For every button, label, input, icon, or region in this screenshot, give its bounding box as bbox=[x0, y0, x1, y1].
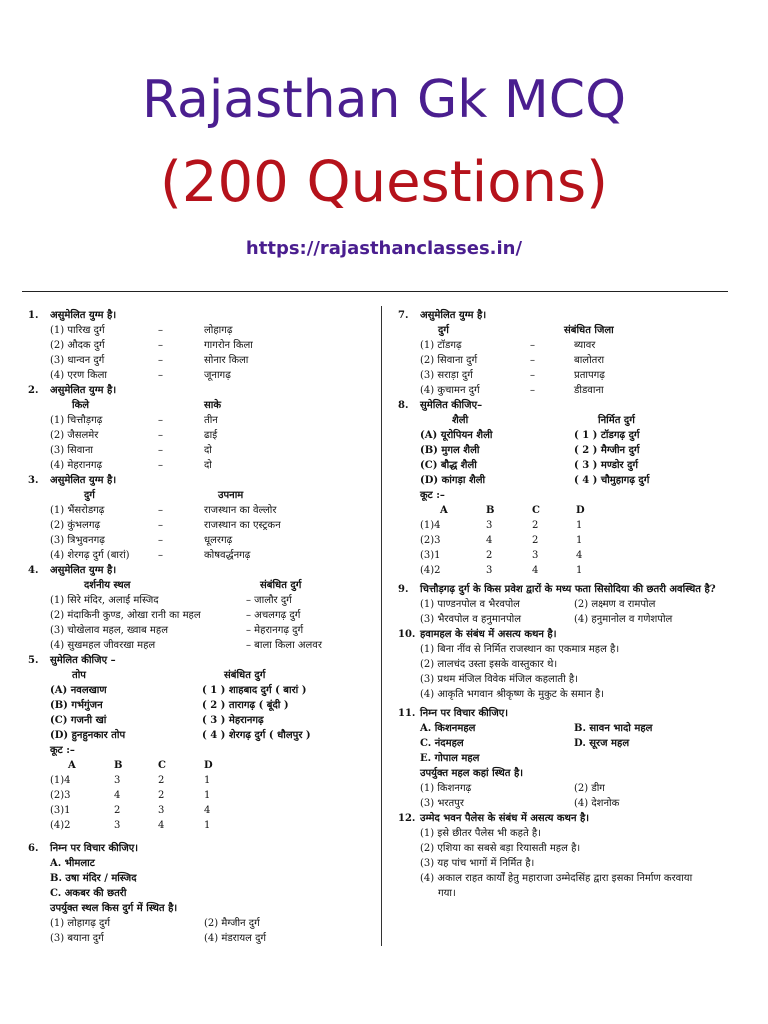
question-2 bbox=[28, 383, 374, 473]
stem: उपर्युक्त स्थल किस दुर्ग में स्थित है। bbox=[50, 903, 178, 914]
option[interactable]: (2) एशिया का सबसे बड़ा रियासती महल है। bbox=[420, 843, 581, 854]
pair-row bbox=[28, 338, 374, 353]
option[interactable]: (1) लोहागढ़ दुर्ग bbox=[50, 918, 110, 929]
head-right: संबंधित दुर्ग bbox=[260, 580, 302, 591]
pair-dash: – bbox=[158, 430, 163, 441]
pair-row bbox=[28, 623, 374, 638]
code-cell: (1)4 bbox=[50, 775, 71, 786]
pair-row bbox=[398, 368, 740, 383]
question-number: 5. bbox=[28, 655, 39, 666]
pair-row bbox=[28, 608, 374, 623]
pair-dash: – bbox=[158, 535, 163, 546]
item-row bbox=[28, 886, 374, 901]
code-row bbox=[398, 518, 740, 533]
question-number: 1. bbox=[28, 310, 39, 321]
option-row bbox=[28, 931, 374, 946]
code-cell: 4 bbox=[532, 565, 539, 576]
code-cell: 3 bbox=[114, 820, 121, 831]
pair-row bbox=[28, 593, 374, 608]
pair-right: – मेहरानगढ़ दुर्ग bbox=[246, 625, 304, 636]
divider bbox=[22, 291, 728, 292]
kut-label: कूट :– bbox=[420, 490, 445, 501]
pair-row bbox=[28, 503, 374, 518]
code-cell: 4 bbox=[486, 535, 493, 546]
pair-left: (2) औदक दुर्ग bbox=[50, 340, 105, 351]
pair-row bbox=[28, 368, 374, 383]
question-4 bbox=[28, 563, 374, 653]
pair-dash: – bbox=[530, 385, 535, 396]
head-right: साके bbox=[204, 400, 222, 411]
pair-row bbox=[28, 413, 374, 428]
pair-left: (1) चित्तौड़गढ़ bbox=[50, 415, 103, 426]
code-cell: 4 bbox=[158, 820, 165, 831]
pair-left: (4) शेरगढ़ दुर्ग (बारां) bbox=[50, 550, 130, 561]
item-row bbox=[28, 856, 374, 871]
code-cell: 2 bbox=[532, 520, 539, 531]
match-right: ( 1 ) टॉडगढ़ दुर्ग bbox=[574, 430, 640, 441]
question-3 bbox=[28, 473, 374, 563]
pair-left: (2) मंदाकिनी कुण्ड, ओखा रानी का महल bbox=[50, 610, 201, 621]
column-heads bbox=[28, 668, 374, 683]
item: C. नंदमहल bbox=[420, 738, 464, 749]
question-5 bbox=[28, 653, 374, 833]
pair-right: तीन bbox=[204, 415, 218, 426]
match-left: (D) कांगड़ा शैली bbox=[420, 475, 486, 486]
code-col: C bbox=[532, 505, 540, 516]
option-row bbox=[398, 856, 740, 871]
option[interactable]: (4) हनुमानोल व गणेशपोल bbox=[574, 614, 673, 625]
code-cell: 2 bbox=[158, 775, 165, 786]
pair-row bbox=[28, 518, 374, 533]
code-row bbox=[398, 563, 740, 578]
code-cell: 2 bbox=[486, 550, 493, 561]
left-column bbox=[28, 308, 374, 946]
match-left: (D) हुनहुनकार तोप bbox=[50, 730, 126, 741]
match-row bbox=[398, 473, 740, 488]
question-number: 8. bbox=[398, 400, 409, 411]
code-cell: 1 bbox=[204, 775, 211, 786]
code-head bbox=[28, 758, 374, 773]
code-cell: (4)2 bbox=[50, 820, 71, 831]
match-right: ( 2 ) मैग्जीन दुर्ग bbox=[574, 445, 640, 456]
pair-right: राजस्थान का एस्ट्रकन bbox=[204, 520, 281, 531]
page-subtitle: (200 Questions) bbox=[159, 150, 609, 215]
option-row bbox=[398, 597, 740, 612]
option[interactable]: (3) भैरवपोल व हनुमानपोल bbox=[420, 614, 522, 625]
option[interactable]: (2) लक्ष्मण व रामपोल bbox=[574, 599, 656, 610]
code-cell: (3)1 bbox=[420, 550, 441, 561]
head-right: संबंधित दुर्ग bbox=[224, 670, 266, 681]
item: B. उषा मंदिर / मस्जिद bbox=[50, 873, 137, 884]
head-right: संबंधित जिला bbox=[564, 325, 614, 336]
code-cell: 1 bbox=[576, 535, 583, 546]
code-cell: 3 bbox=[114, 775, 121, 786]
pair-dash: – bbox=[158, 445, 163, 456]
pair-row bbox=[398, 353, 740, 368]
match-right: ( 4 ) शेरगढ़ दुर्ग ( धौलपुर ) bbox=[202, 730, 311, 741]
question-text: असुमेलित युग्म है। bbox=[420, 310, 487, 321]
option-row bbox=[398, 612, 740, 627]
question-1 bbox=[28, 308, 374, 383]
pair-row bbox=[28, 548, 374, 563]
question-number: 3. bbox=[28, 475, 39, 486]
option-row bbox=[398, 672, 740, 687]
column-heads bbox=[28, 488, 374, 503]
right-column bbox=[398, 308, 740, 901]
pair-right: गागरोन किला bbox=[204, 340, 253, 351]
item: A. भीमलाट bbox=[50, 858, 95, 869]
head-right: उपनाम bbox=[218, 490, 244, 501]
question-10 bbox=[398, 627, 740, 702]
match-right: ( 3 ) मण्डोर दुर्ग bbox=[574, 460, 639, 471]
head-right: निर्मित दुर्ग bbox=[598, 415, 635, 426]
pair-right: राजस्थान का वेल्लोर bbox=[204, 505, 277, 516]
pair-left: (4) सुखमहल जीवरखा महल bbox=[50, 640, 156, 651]
pair-right: ढाई bbox=[204, 430, 218, 441]
code-cell: 1 bbox=[204, 820, 211, 831]
match-left: (A) नवलखाण bbox=[50, 685, 107, 696]
question-text: असुमेलित युग्म है। bbox=[50, 565, 117, 576]
pair-left: (2) सिवाना दुर्ग bbox=[420, 355, 478, 366]
question-text: सुमेलित कीजिए – bbox=[50, 655, 116, 666]
code-cell: (3)1 bbox=[50, 805, 71, 816]
pair-left: (4) कुचामन दुर्ग bbox=[420, 385, 480, 396]
code-cell: 1 bbox=[576, 520, 583, 531]
option[interactable]: (1) पाण्डनपोल व भैरवपोल bbox=[420, 599, 520, 610]
pair-left: (3) सराड़ा दुर्ग bbox=[420, 370, 473, 381]
code-row bbox=[28, 788, 374, 803]
pair-dash: – bbox=[158, 550, 163, 561]
option[interactable]: (1) बिना नींव से निर्मित राजस्थान का एकमात्र महल है। bbox=[420, 644, 620, 655]
head-left: दुर्ग bbox=[438, 325, 449, 336]
pair-right: लोहागढ़ bbox=[204, 325, 233, 336]
question-text: निम्न पर विचार कीजिए। bbox=[50, 843, 139, 854]
option[interactable]: (2) मैग्जीन दुर्ग bbox=[204, 918, 260, 929]
option-continuation: गया। bbox=[438, 888, 456, 899]
question-6 bbox=[28, 841, 374, 946]
question-text: उम्मेद भवन पैलेस के संबंध में असत्य कथन है। bbox=[420, 813, 590, 824]
pair-right: – बाला किला अलवर bbox=[246, 640, 322, 651]
match-right: ( 4 ) चौमुहागढ़ दुर्ग bbox=[574, 475, 650, 486]
pair-left: (3) सिवाना bbox=[50, 445, 93, 456]
question-number: 12. bbox=[398, 813, 416, 824]
option[interactable]: (3) भरतपुर bbox=[420, 798, 464, 809]
item: A. किशनमहल bbox=[420, 723, 476, 734]
code-head bbox=[398, 503, 740, 518]
code-cell: 2 bbox=[114, 805, 121, 816]
option-row bbox=[398, 781, 740, 796]
question-text: असुमेलित युग्म है। bbox=[50, 385, 117, 396]
match-left: (C) बौद्ध शैली bbox=[420, 460, 477, 471]
item-row bbox=[398, 751, 740, 766]
question-text: हवामहल के संबंध में असत्य कथन है। bbox=[420, 629, 557, 640]
option-row bbox=[398, 886, 740, 901]
option-row bbox=[28, 916, 374, 931]
code-cell: 3 bbox=[486, 565, 493, 576]
option-row bbox=[398, 657, 740, 672]
code-cell: (1)4 bbox=[420, 520, 441, 531]
column-heads bbox=[28, 398, 374, 413]
option[interactable]: (3) यह पांच भागों में निर्मित है। bbox=[420, 858, 535, 869]
pair-right: – जालौर दुर्ग bbox=[246, 595, 292, 606]
question-number: 10. bbox=[398, 629, 416, 640]
page-title: Rajasthan Gk MCQ bbox=[142, 70, 626, 130]
code-cell: 3 bbox=[158, 805, 165, 816]
pair-dash: – bbox=[530, 340, 535, 351]
pair-dash: – bbox=[530, 370, 535, 381]
question-text: असुमेलित युग्म है। bbox=[50, 475, 117, 486]
code-row bbox=[398, 548, 740, 563]
kut-label: कूट :– bbox=[50, 745, 75, 756]
option-row bbox=[398, 796, 740, 811]
pair-row bbox=[28, 533, 374, 548]
pair-left: (3) त्रिभुवनगढ़ bbox=[50, 535, 105, 546]
option[interactable]: (3) बयाना दुर्ग bbox=[50, 933, 104, 944]
item: D. सूरज महल bbox=[574, 738, 630, 749]
option-row bbox=[398, 871, 740, 886]
option[interactable]: (4) आकृति भगवान श्रीकृष्ण के मुकुट के समान है। bbox=[420, 689, 604, 700]
question-number: 4. bbox=[28, 565, 39, 576]
match-right: ( 3 ) मेहरानगढ़ bbox=[202, 715, 264, 726]
code-col: C bbox=[158, 760, 166, 771]
pair-right: प्रतापगढ़ bbox=[574, 370, 605, 381]
pair-left: (4) मेहरानगढ़ bbox=[50, 460, 103, 471]
pair-right: बालोतरा bbox=[574, 355, 605, 366]
head-left: किले bbox=[72, 400, 90, 411]
pair-dash: – bbox=[158, 340, 163, 351]
pair-right: दो bbox=[204, 460, 212, 471]
match-row bbox=[28, 728, 374, 743]
code-col: A bbox=[68, 760, 76, 771]
pair-dash: – bbox=[158, 370, 163, 381]
code-col: B bbox=[114, 760, 123, 771]
stem-row bbox=[398, 766, 740, 781]
code-row bbox=[398, 533, 740, 548]
option-row bbox=[398, 841, 740, 856]
code-col: A bbox=[440, 505, 448, 516]
question-8 bbox=[398, 398, 740, 578]
question-number: 11. bbox=[398, 708, 416, 719]
pair-row bbox=[398, 383, 740, 398]
question-12 bbox=[398, 811, 740, 901]
pair-dash: – bbox=[158, 460, 163, 471]
column-heads bbox=[398, 323, 740, 338]
match-row bbox=[28, 698, 374, 713]
pair-row bbox=[28, 323, 374, 338]
question-text: असुमेलित युग्म है। bbox=[50, 310, 117, 321]
head-left: दर्शनीय स्थल bbox=[84, 580, 131, 591]
pair-dash: – bbox=[530, 355, 535, 366]
pair-dash: – bbox=[158, 355, 163, 366]
code-col: D bbox=[204, 760, 213, 771]
code-cell: 3 bbox=[486, 520, 493, 531]
pair-left: (3) धान्वन दुर्ग bbox=[50, 355, 105, 366]
question-number: 9. bbox=[398, 584, 409, 595]
pair-left: (1) पारिख दुर्ग bbox=[50, 325, 105, 336]
pair-left: (4) एरण किला bbox=[50, 370, 108, 381]
match-row bbox=[398, 428, 740, 443]
code-cell: 4 bbox=[114, 790, 121, 801]
match-left: (B) गर्भगुंजन bbox=[50, 700, 103, 711]
pair-row bbox=[28, 638, 374, 653]
match-row bbox=[28, 683, 374, 698]
question-number: 2. bbox=[28, 385, 39, 396]
pair-row bbox=[398, 338, 740, 353]
pair-right: डीडवाना bbox=[574, 385, 604, 396]
code-cell: (2)3 bbox=[420, 535, 441, 546]
code-cell: 4 bbox=[204, 805, 211, 816]
site-url[interactable]: https://rajasthanclasses.in/ bbox=[245, 238, 523, 259]
option[interactable]: (1) किशनगढ़ bbox=[420, 783, 472, 794]
option[interactable]: (2) लालचंद उस्ता इसके वास्तुकार थे। bbox=[420, 659, 558, 670]
question-text: चित्तौड़गढ़ दुर्ग के किस प्रवेश द्वारों के मध्य फता सिसोदिया की छतरी अवस्थित है? bbox=[420, 584, 716, 595]
column-divider bbox=[381, 306, 382, 946]
pair-dash: – bbox=[158, 505, 163, 516]
pair-right: कोषवर्द्धनगढ़ bbox=[204, 550, 251, 561]
column-heads bbox=[398, 413, 740, 428]
pair-left: (1) टॉडगढ़ bbox=[420, 340, 462, 351]
item: B. सावन भादो महल bbox=[574, 723, 653, 734]
pair-right: दो bbox=[204, 445, 212, 456]
option[interactable]: (2) डीग bbox=[574, 783, 605, 794]
match-right: ( 1 ) शाहबाद दुर्ग ( बारां ) bbox=[202, 685, 307, 696]
question-9 bbox=[398, 582, 740, 627]
pair-left: (2) जैसलमेर bbox=[50, 430, 99, 441]
code-cell: (2)3 bbox=[50, 790, 71, 801]
pair-right: – अचलगढ़ दुर्ग bbox=[246, 610, 301, 621]
question-text: सुमेलित कीजिए– bbox=[420, 400, 483, 411]
option[interactable]: (4) अकाल राहत कार्यों हेतु महाराजा उम्मेदसिंह द्वारा इसका निर्माण करवाया bbox=[420, 873, 693, 884]
code-cell: 1 bbox=[576, 565, 583, 576]
code-row bbox=[28, 803, 374, 818]
stem-row bbox=[28, 901, 374, 916]
item-row bbox=[398, 721, 740, 736]
code-cell: (4)2 bbox=[420, 565, 441, 576]
question-number: 7. bbox=[398, 310, 409, 321]
code-cell: 2 bbox=[158, 790, 165, 801]
option[interactable]: (4) मंडरायल दुर्ग bbox=[204, 933, 267, 944]
code-cell: 1 bbox=[204, 790, 211, 801]
pair-left: (1) भैंसरोडगढ़ bbox=[50, 505, 105, 516]
question-11 bbox=[398, 706, 740, 811]
match-right: ( 2 ) तारागढ़ ( बूंदी ) bbox=[202, 700, 289, 711]
pair-dash: – bbox=[158, 520, 163, 531]
pair-left: (2) कुंभलगढ़ bbox=[50, 520, 101, 531]
code-cell: 2 bbox=[532, 535, 539, 546]
item-row bbox=[28, 871, 374, 886]
pair-row bbox=[28, 443, 374, 458]
code-col: D bbox=[576, 505, 585, 516]
pair-left: (3) चोखेलाव महल, ख्वाब महल bbox=[50, 625, 168, 636]
code-row bbox=[28, 773, 374, 788]
head-left: शैली bbox=[452, 415, 469, 426]
match-row bbox=[28, 713, 374, 728]
head-left: तोप bbox=[72, 670, 86, 681]
item: E. गोपाल महल bbox=[420, 753, 480, 764]
match-left: (B) मुगल शैली bbox=[420, 445, 480, 456]
question-number: 6. bbox=[28, 843, 39, 854]
pair-right: जूनागढ़ bbox=[204, 370, 231, 381]
pair-dash: – bbox=[158, 325, 163, 336]
option-row bbox=[398, 826, 740, 841]
match-left: (A) यूरोपियन शैली bbox=[420, 430, 493, 441]
option-row bbox=[398, 687, 740, 702]
question-text: निम्न पर विचार कीजिए। bbox=[420, 708, 509, 719]
option[interactable]: (3) प्रथम मंजिल विवेक मंजिल कहलाती है। bbox=[420, 674, 578, 685]
head-left: दुर्ग bbox=[84, 490, 95, 501]
item: C. अकबर की छतरी bbox=[50, 888, 127, 899]
pair-right: ब्यावर bbox=[574, 340, 596, 351]
option[interactable]: (1) इसे छीतर पैलेस भी कहते है। bbox=[420, 828, 541, 839]
pair-row bbox=[28, 353, 374, 368]
match-left: (C) गजनी खां bbox=[50, 715, 107, 726]
pair-row bbox=[28, 428, 374, 443]
pair-left: (1) सिरे मंदिर, अलाई मस्जिद bbox=[50, 595, 159, 606]
code-label bbox=[398, 488, 740, 503]
question-7 bbox=[398, 308, 740, 398]
stem: उपर्युक्त महल कहां स्थित है। bbox=[420, 768, 524, 779]
code-label bbox=[28, 743, 374, 758]
code-cell: 3 bbox=[532, 550, 539, 561]
option-row bbox=[398, 642, 740, 657]
option[interactable]: (4) देशनोक bbox=[574, 798, 620, 809]
code-cell: 4 bbox=[576, 550, 583, 561]
pair-right: सोनार किला bbox=[204, 355, 249, 366]
code-row bbox=[28, 818, 374, 833]
item-row bbox=[398, 736, 740, 751]
code-col: B bbox=[486, 505, 495, 516]
pair-right: धूलरगढ़ bbox=[204, 535, 233, 546]
pair-dash: – bbox=[158, 415, 163, 426]
match-row bbox=[398, 443, 740, 458]
column-heads bbox=[28, 578, 374, 593]
match-row bbox=[398, 458, 740, 473]
pair-row bbox=[28, 458, 374, 473]
